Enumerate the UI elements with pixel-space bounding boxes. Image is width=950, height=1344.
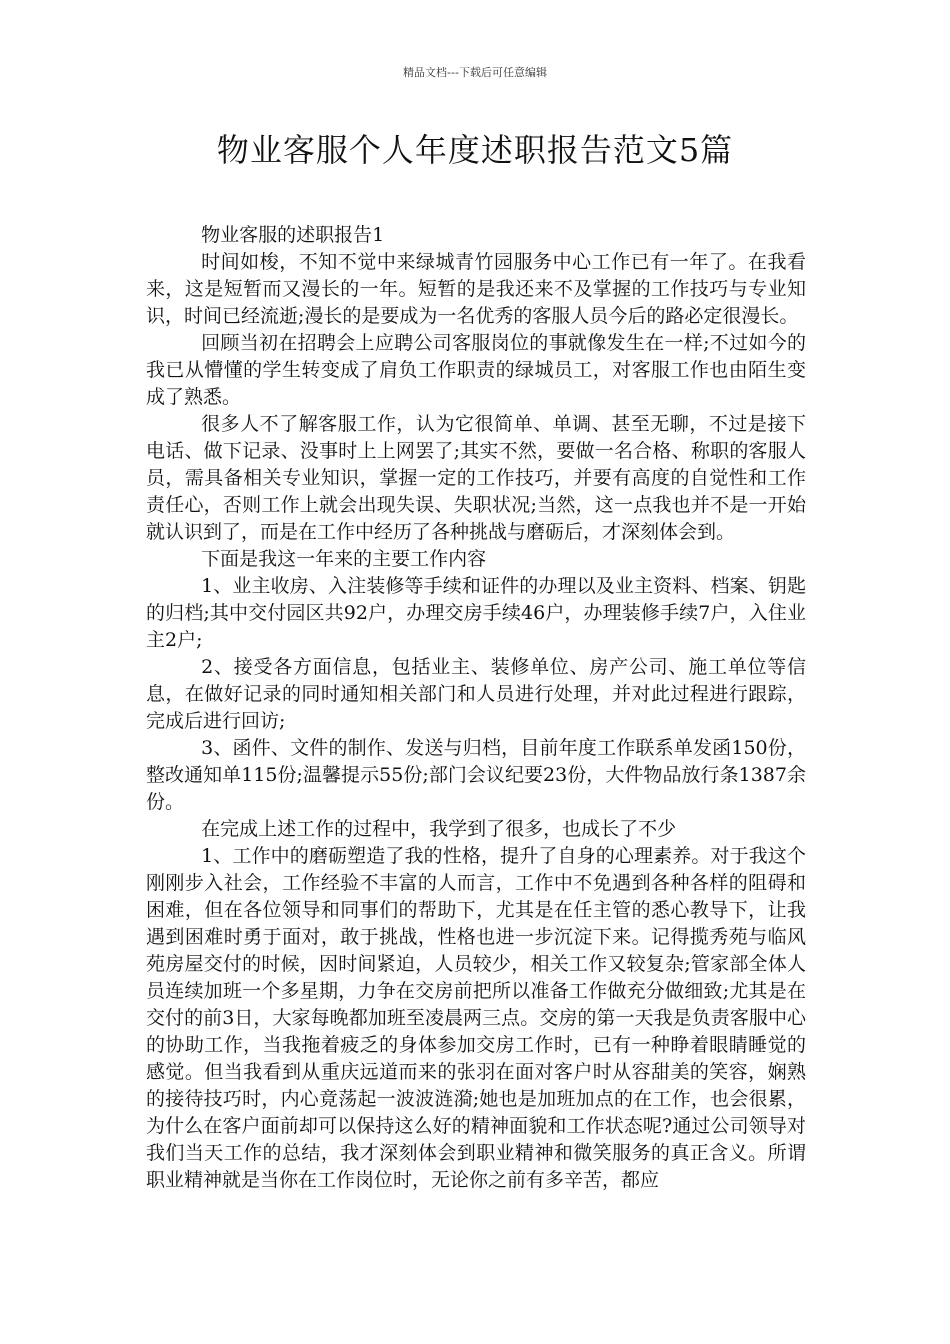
body-paragraph: 回顾当初在招聘会上应聘公司客服岗位的事就像发生在一样;不过如今的我已从懵懂的学生转变成了肩负工作职责的绿城员工，对客服工作也由陌生变成了熟悉。 [146, 332, 806, 408]
list-item: 2、接受各方面信息，包括业主、装修单位、房产公司、施工单位等信息，在做好记录的同时通知相关部门和人员进行处理，并对此过程进行跟踪，完成后进行回访; [146, 656, 806, 732]
body-paragraph: 下面是我这一年来的主要工作内容 [201, 548, 487, 570]
body-paragraph: 在完成上述工作的过程中，我学到了很多，也成长了不少 [201, 818, 677, 840]
section-heading: 物业客服的述职报告1 [201, 224, 385, 246]
document-body [146, 222, 806, 1194]
list-item: 3、函件、文件的制作、发送与归档，目前年度工作联系单发函150份，整改通知单115份;温馨提示55份;部门会议纪要23份，大件物品放行条1387余份。 [146, 737, 806, 813]
list-item: 1、业主收房、入注装修等手续和证件的办理以及业主资料、档案、钥匙的归档;其中交付园区共92户，办理交房手续46户，办理装修手续7户，入住业主2户; [146, 575, 806, 651]
body-paragraph: 很多人不了解客服工作，认为它很简单、单调、甚至无聊，不过是接下电话、做下记录、没事时上上网罢了;其实不然，要做一名合格、称职的客服人员，需具备相关专业知识，掌握一定的工作技巧，并要有高度的自觉性和工作责任心，否则工作上就会出现失误、失职状况;当然，这一点我也并不是一开始就认识到了，而是在工作中经历了各种挑战与磨砺后，才深刻体会到。 [146, 413, 806, 543]
document-title: 物业客服个人年度述职报告范文5篇 [216, 131, 734, 169]
list-item: 1、工作中的磨砺塑造了我的性格，提升了自身的心理素养。对于我这个刚刚步入社会，工作经验不丰富的人而言，工作中不免遇到各种各样的阻碍和困难，但在各位领导和同事们的帮助下，尤其是在任主管的悉心教导下，让我遇到困难时勇于面对，敢于挑战，性格也进一步沉淀下来。记得揽秀苑与临风苑房屋交付的时候，因时间紧迫，人员较少，相关工作又较复杂;管家部全体人员连续加班一个多星期，力争在交房前把所以准备工作做充分做细致;尤其是在交付的前3日，大家每晚都加班至凌晨两三点。交房的第一天我是负责客服中心的协助工作，当我拖着疲乏的身体参加交房工作时，已有一种睁着眼睛睡觉的感觉。但当我看到从重庆远道而来的张羽在面对客户时从容甜美的笑容，娴熟的接待技巧时，内心竟荡起一波波涟漪;她也是加班加点的在工作，也会很累，为什么在客户面前却可以保持这么好的精神面貌和工作状态呢?通过公司领导对我们当天工作的总结，我才深刻体会到职业精神和微笑服务的真正含义。所谓职业精神就是当你在工作岗位时，无论你之前有多辛苦，都应 [146, 845, 806, 1191]
page-header: 精品文档---下载后可任意编辑 [403, 66, 547, 79]
body-paragraph: 时间如梭，不知不觉中来绿城青竹园服务中心工作已有一年了。在我看来，这是短暂而又漫长的一年。短暂的是我还来不及掌握的工作技巧与专业知识，时间已经流逝;漫长的是要成为一名优秀的客服人员今后的路必定很漫长。 [146, 251, 806, 327]
